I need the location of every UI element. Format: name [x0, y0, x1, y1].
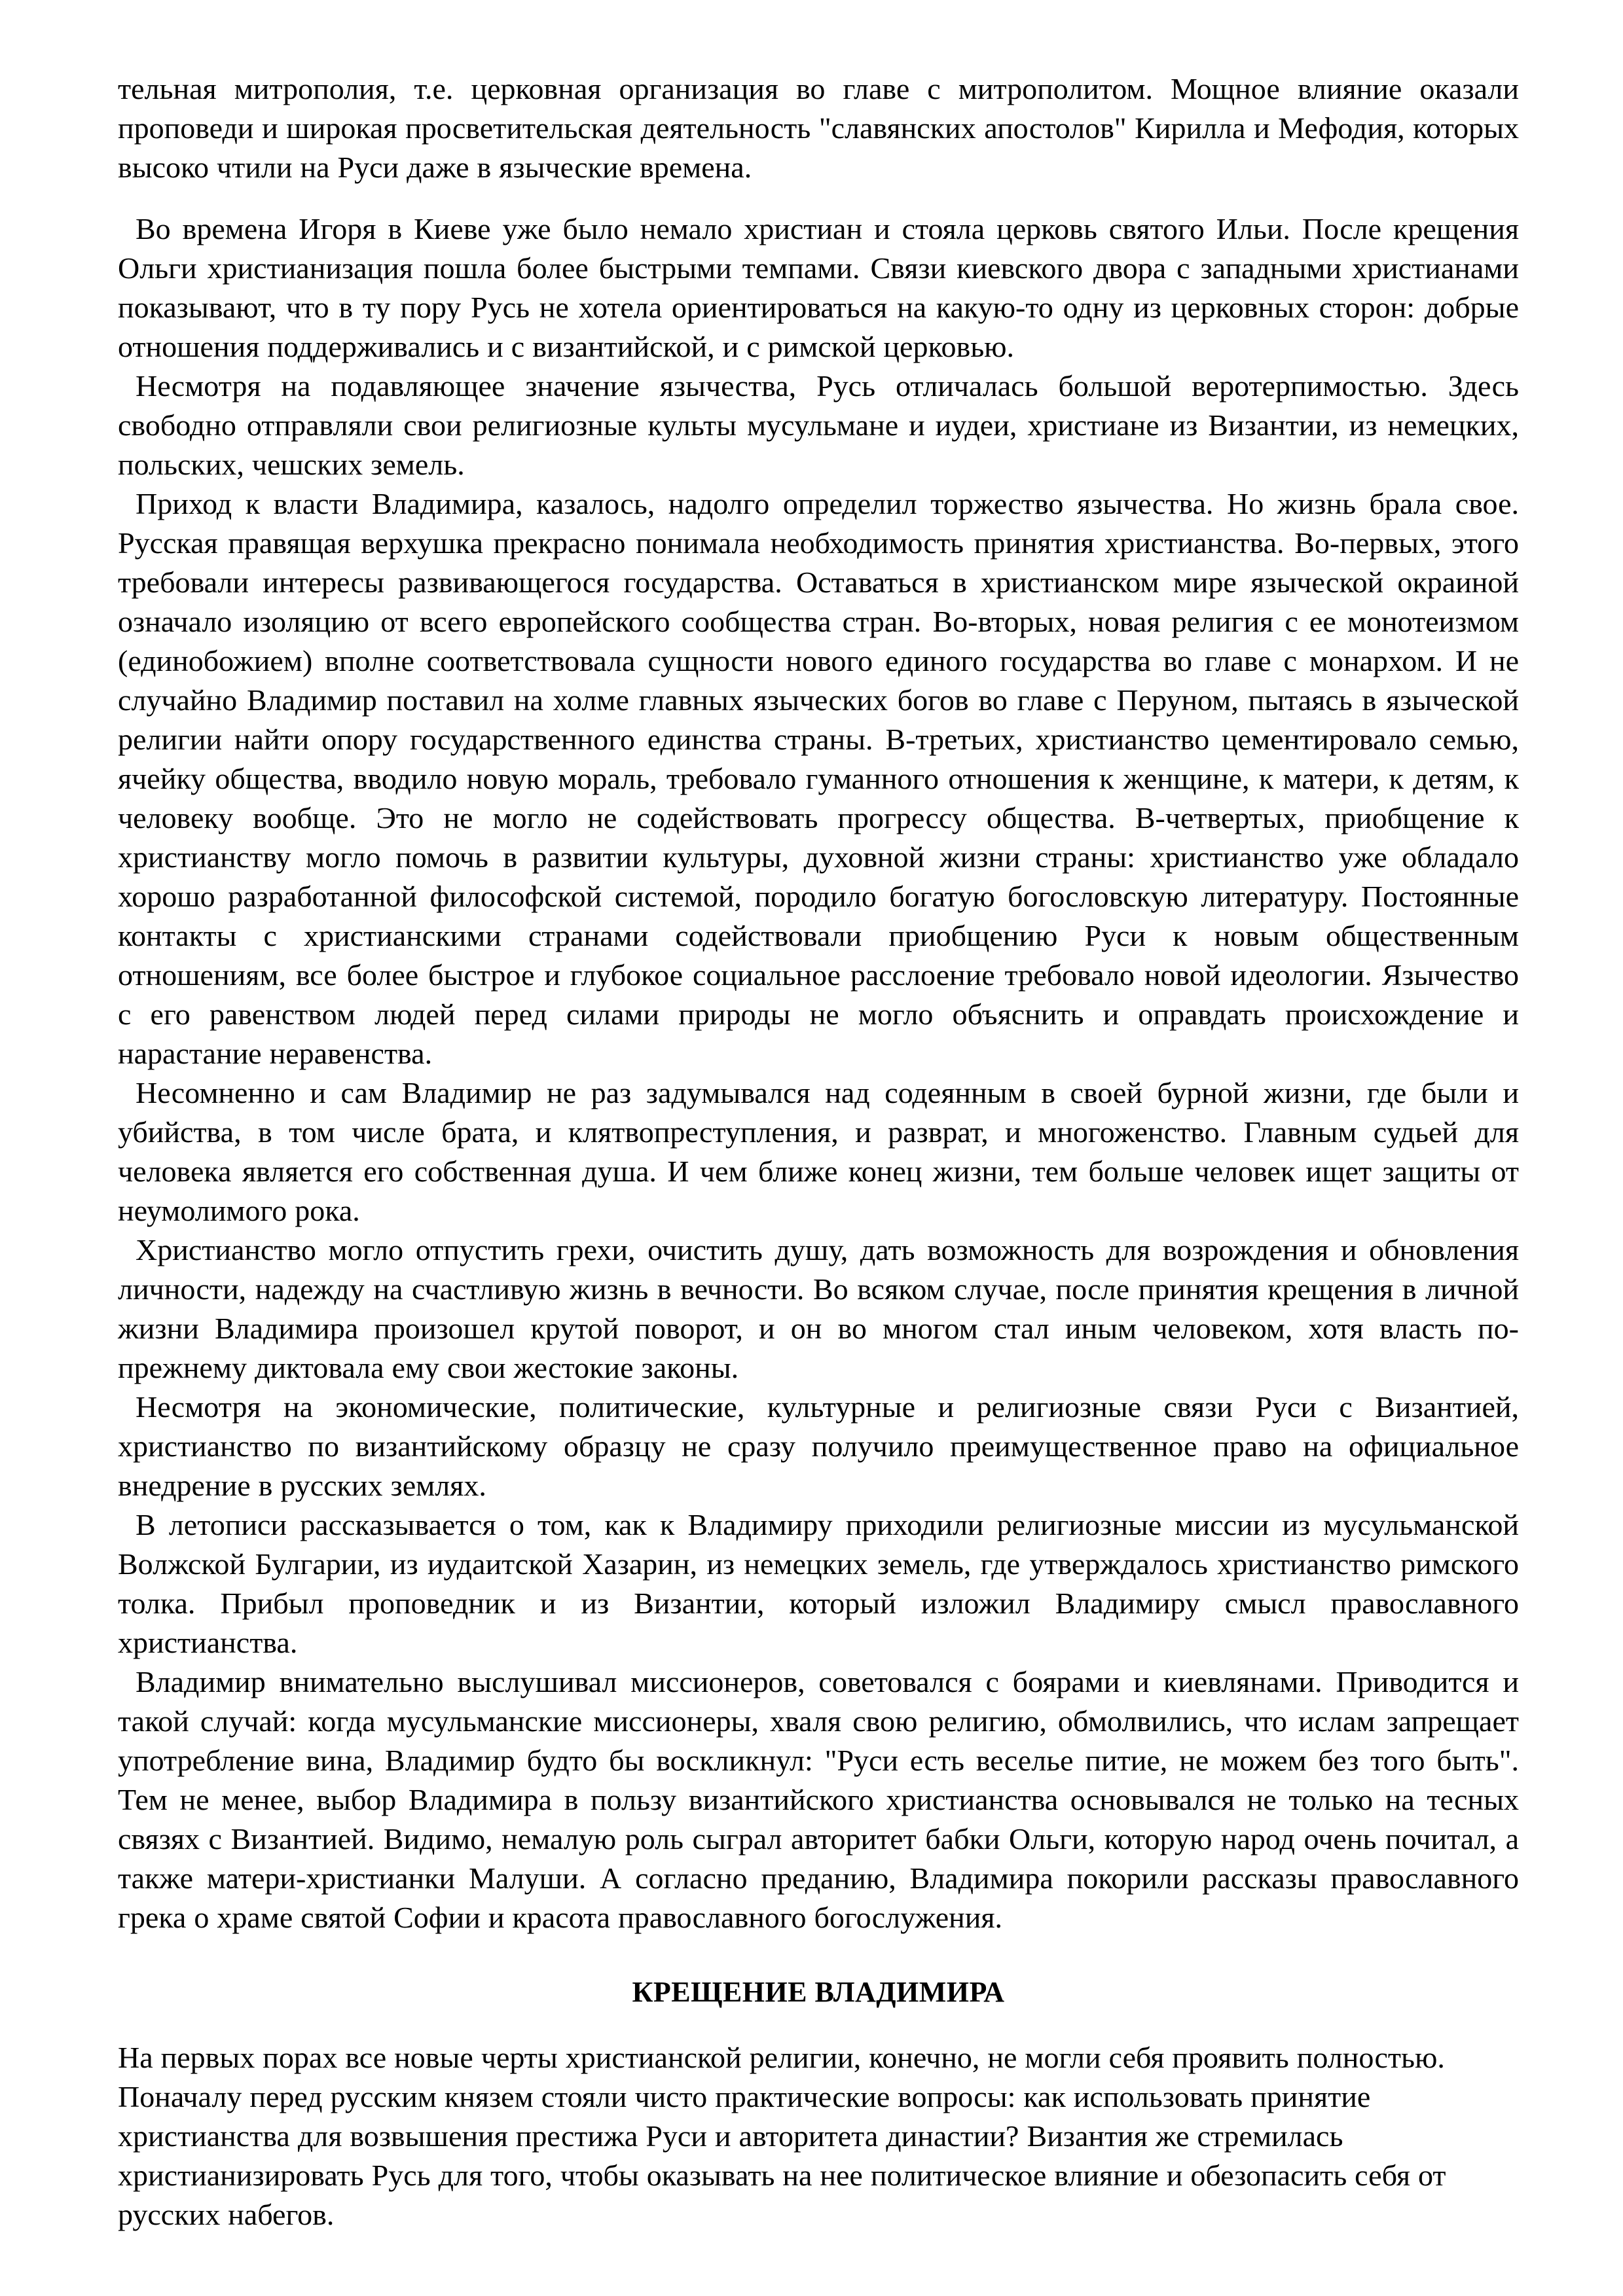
paragraph-missions: В летописи рассказывается о том, как к Владимиру приходили религиозные миссии из мусульманской Волжской Булгарии, из иудаитской Хазарин, из немецких земель, где утверждалось христианство римского толка. Прибыл проповедник и из Византии, который изложил Владимиру смысл православного христианства. [118, 1508, 1519, 1659]
paragraph-choice: Владимир внимательно выслушивал миссионеров, советовался с боярами и киевлянами. Приводится и такой случай: когда мусульманские миссионеры, хваля свою религию, обмолвились, что ислам запрещает употребление вина, Владимир будто бы воскликнул: "Руси есть веселье питие, не можем без того быть". Тем не менее, выбор Владимира в пользу византийского христианства основывался не только на тесных связях с Византией. Видимо, немалую роль сыграл авторитет бабки Ольги, которую народ очень почитал, а также матери-христианки Малуши. А согласно преданию, Владимира покорили рассказы православного грека о храме святой Софии и красота православного богослужения. [118, 1665, 1519, 1934]
paragraph-continuation: тельная митрополия, т.е. церковная организация во главе с митрополитом. Мощное влияние оказали проповеди и широкая просветительская деятельность "славянских апостолов" Кирилла и Мефодия, которых высоко чтили на Руси даже в языческие времена. [118, 72, 1519, 184]
paragraph-byzantine-links: Несмотря на экономические, политические, культурные и религиозные связи Руси с Византией, христианство по византийскому образцу не сразу получило преимущественное право на официальное внедрение в русских землях. [118, 1390, 1519, 1502]
paragraph-tolerance: Несмотря на подавляющее значение язычества, Русь отличалась большой веротерпимостью. Здесь свободно отправляли свои религиозные культы мусульмане и иудеи, христиане из Византии, из немецких, польских, чешских земель. [118, 369, 1519, 481]
document-page [118, 69, 1519, 2234]
paragraph-vladimir-reflection: Несомненно и сам Владимир не раз задумывался над содеянным в своей бурной жизни, где были и убийства, в том числе брата, и клятвопреступления, и разврат, и многоженство. Главным судьей для человека является его собственная душа. И чем ближе конец жизни, тем больше человек ищет защиты от неумолимого рока. [118, 1076, 1519, 1227]
paragraph-igor: Во времена Игоря в Киеве уже было немало христиан и стояла церковь святого Ильи. После крещения Ольги христианизация пошла более быстрыми темпами. Связи киевского двора с западными христианами показывают, что в ту пору Русь не хотела ориентироваться на какую-то одну из церковных сторон: добрые отношения поддерживались и с византийской, и с римской церковью. [118, 212, 1519, 363]
paragraph-vladimir-power: Приход к власти Владимира, казалось, надолго определил торжество язычества. Но жизнь брала свое. Русская правящая верхушка прекрасно понимала необходимость принятия христианства. Во-первых, этого требовали интересы развивающегося государства. Оставаться в христианском мире языческой окраиной означало изоляцию от всего европейского сообщества стран. Во-вторых, новая религия с ее монотеизмом (единобожием) вполне соответствовала сущности нового единого государства во главе с монархом. И не случайно Владимир поставил на холме главных языческих богов во главе с Перуном, пытаясь в языческой религии найти опору государственного единства страны. В-третьих, христианство цементировало семью, ячейку общества, вводило новую мораль, требовало гуманного отношения к женщине, к матери, к детям, к человеку вообще. Это не могло не содействовать прогрессу общества. В-четвертых, приобщение к христианству могло помочь в развитии культуры, духовной жизни страны: христианство уже обладало хорошо разработанной философской системой, породило богатую богословскую литературу. Постоянные контакты с христианскими странами содействовали приобщению Руси к новым общественным отношениям, все более быстрое и глубокое социальное расслоение требовало новой идеологии. Язычество с его равенством людей перед силами природы не могло объяснить и оправдать происхождение и нарастание неравенства. [118, 487, 1519, 1070]
paragraph-christianity-forgiveness: Христианство могло отпустить грехи, очистить душу, дать возможность для возрождения и обновления личности, надежду на счастливую жизнь в вечности. Во всяком случае, после принятия крещения в личной жизни Владимира произошел крутой поворот, и он во многом стал иным человеком, хотя власть по-прежнему диктовала ему свои жестокие законы. [118, 1233, 1519, 1384]
paragraph-first-steps: На первых порах все новые черты христианской религии, конечно, не могли себя проявить полностью. Поначалу перед русским князем стояли чисто практические вопросы: как использовать принятие христианства для возвышения престижа Руси и авторитета династии? Византия же стремилась христианизировать Русь для того, чтобы оказывать на нее политическое влияние и обезопасить себя от русских набегов. [118, 2041, 1446, 2231]
section-heading: КРЕЩЕНИЕ ВЛАДИМИРА [632, 1976, 1005, 2008]
